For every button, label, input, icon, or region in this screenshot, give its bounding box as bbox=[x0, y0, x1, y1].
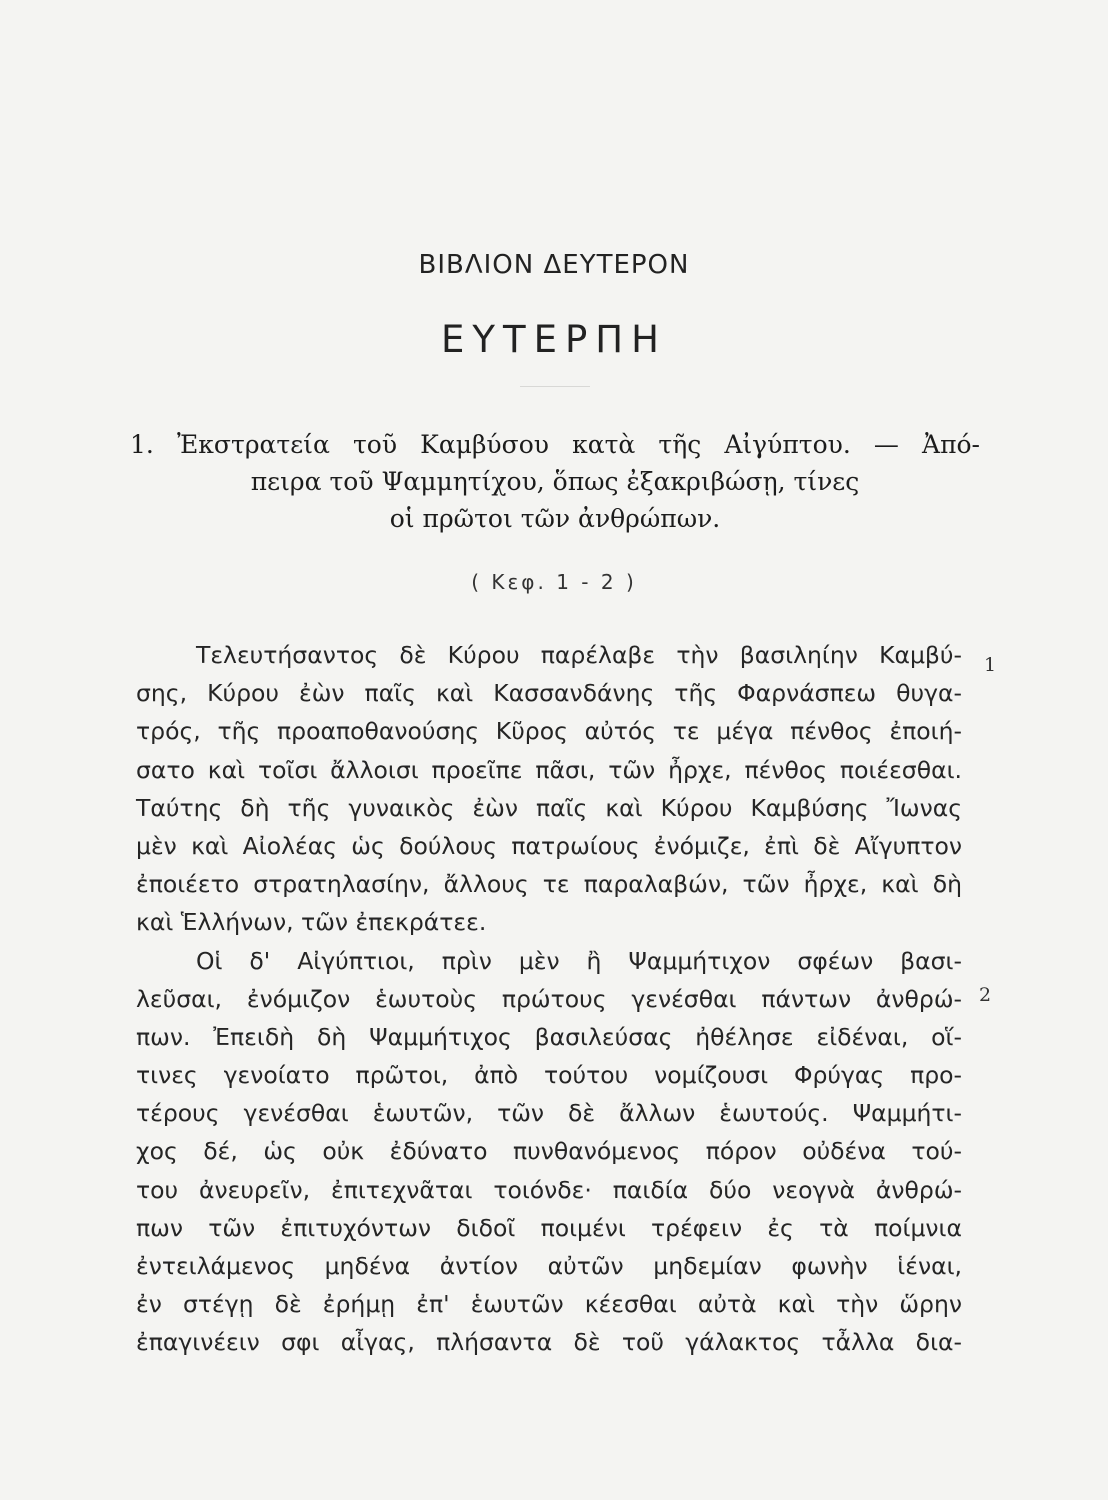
text-line: λεῦσαι, ἐνόμιζον ἑωυτοὺς πρώτους γενέσθαι πάντων ἀνθρώ- bbox=[136, 984, 962, 1013]
text-line: Τελευτήσαντος δὲ Κύρου παρέλαβε τὴν βασιληίην Καμβύ- bbox=[196, 641, 962, 669]
text-line: σατο καὶ τοῖσι ἄλλοισι προεῖπε πᾶσι, τῶν ἦρχε, πένθος ποιέεσθαι. bbox=[136, 755, 962, 784]
text-line: τινες γενοίατο πρῶτοι, ἀπὸ τούτου νομίζουσι Φρύγας προ- bbox=[136, 1061, 962, 1090]
margin-chapter-number: 1 bbox=[984, 654, 997, 676]
heading-line: οἱ πρῶτοι τῶν ἀνθρώπων. bbox=[389, 504, 721, 533]
body-text bbox=[136, 636, 962, 1362]
section-heading bbox=[130, 426, 980, 537]
text-line: χος δέ, ὡς οὐκ ἐδύνατο πυνθανόμενος πόρον οὐδένα τού- bbox=[136, 1137, 962, 1166]
heading-line: πειρα τοῦ Ψαμμητίχου, ὅπως ἐξακριβώσῃ, τίνες bbox=[250, 467, 860, 496]
text-line: ἐποιέετο στρατηλασίην, ἄλλους τε παραλαβών, τῶν ἦρχε, καὶ δὴ bbox=[136, 870, 962, 899]
muse-title: ΕΥΤΕΡΠΗ bbox=[441, 318, 667, 361]
text-line: πων τῶν ἐπιτυχόντων διδοῖ ποιμένι τρέφειν ἐς τὰ ποίμνια bbox=[136, 1213, 962, 1242]
text-line: τρός, τῆς προαποθανούσης Κῦρος αὐτός τε μέγα πένθος ἐποιή- bbox=[136, 717, 962, 746]
book-title: ΒΙΒΛΙΟΝ ΔΕΥΤΕΡΟΝ bbox=[418, 250, 690, 280]
text-line: τέρους γενέσθαι ἑωυτῶν, τῶν δὲ ἄλλων ἑωυτούς. Ψαμμήτι- bbox=[136, 1099, 962, 1128]
text-line: ἐντειλάμενος μηδένα ἀντίον αὐτῶν μηδεμίαν φωνὴν ἱέναι, bbox=[136, 1252, 962, 1280]
text-line: Οἱ δ' Αἰγύπτιοι, πρὶν μὲν ἢ Ψαμμήτιχον σφέων βασι- bbox=[196, 946, 962, 975]
text-line: Ταύτης δὴ τῆς γυναικὸς ἐὼν παῖς καὶ Κύρου Καμβύσης Ἴωνας bbox=[136, 793, 962, 822]
text-line: σης, Κύρου ἐὼν παῖς καὶ Κασσανδάνης τῆς Φαρνάσπεω θυγα- bbox=[136, 679, 962, 708]
heading-line: 1. Ἐκστρατεία τοῦ Καμβύσου κατὰ τῆς Αἰγύπτου. — Ἀπό- bbox=[130, 430, 980, 459]
chapter-reference: ( Κεφ. 1 - 2 ) bbox=[471, 570, 637, 594]
text-line: μὲν καὶ Αἰολέας ὡς δούλους πατρωίους ἐνόμιζε, ἐπὶ δὲ Αἴγυπτον bbox=[136, 831, 962, 860]
text-line: του ἀνευρεῖν, ἐπιτεχνᾶται τοιόνδε· παιδία δύο νεογνὰ ἀνθρώ- bbox=[136, 1175, 962, 1204]
text-line: ἐπαγινέειν σφι αἶγας, πλήσαντα δὲ τοῦ γάλακτος τἆλλα δια- bbox=[136, 1328, 962, 1357]
text-line: καὶ Ἑλλήνων, τῶν ἐπεκράτεε. bbox=[136, 908, 487, 937]
text-line: πων. Ἐπειδὴ δὴ Ψαμμήτιχος βασιλεύσας ἠθέλησε εἰδέναι, οἵ- bbox=[136, 1022, 962, 1051]
margin-chapter-number: 2 bbox=[979, 984, 992, 1006]
title-divider bbox=[520, 386, 590, 387]
text-line: ἐν στέγῃ δὲ ἐρήμῃ ἐπ' ἑωυτῶν κέεσθαι αὐτὰ καὶ τὴν ὥρην bbox=[136, 1290, 962, 1319]
